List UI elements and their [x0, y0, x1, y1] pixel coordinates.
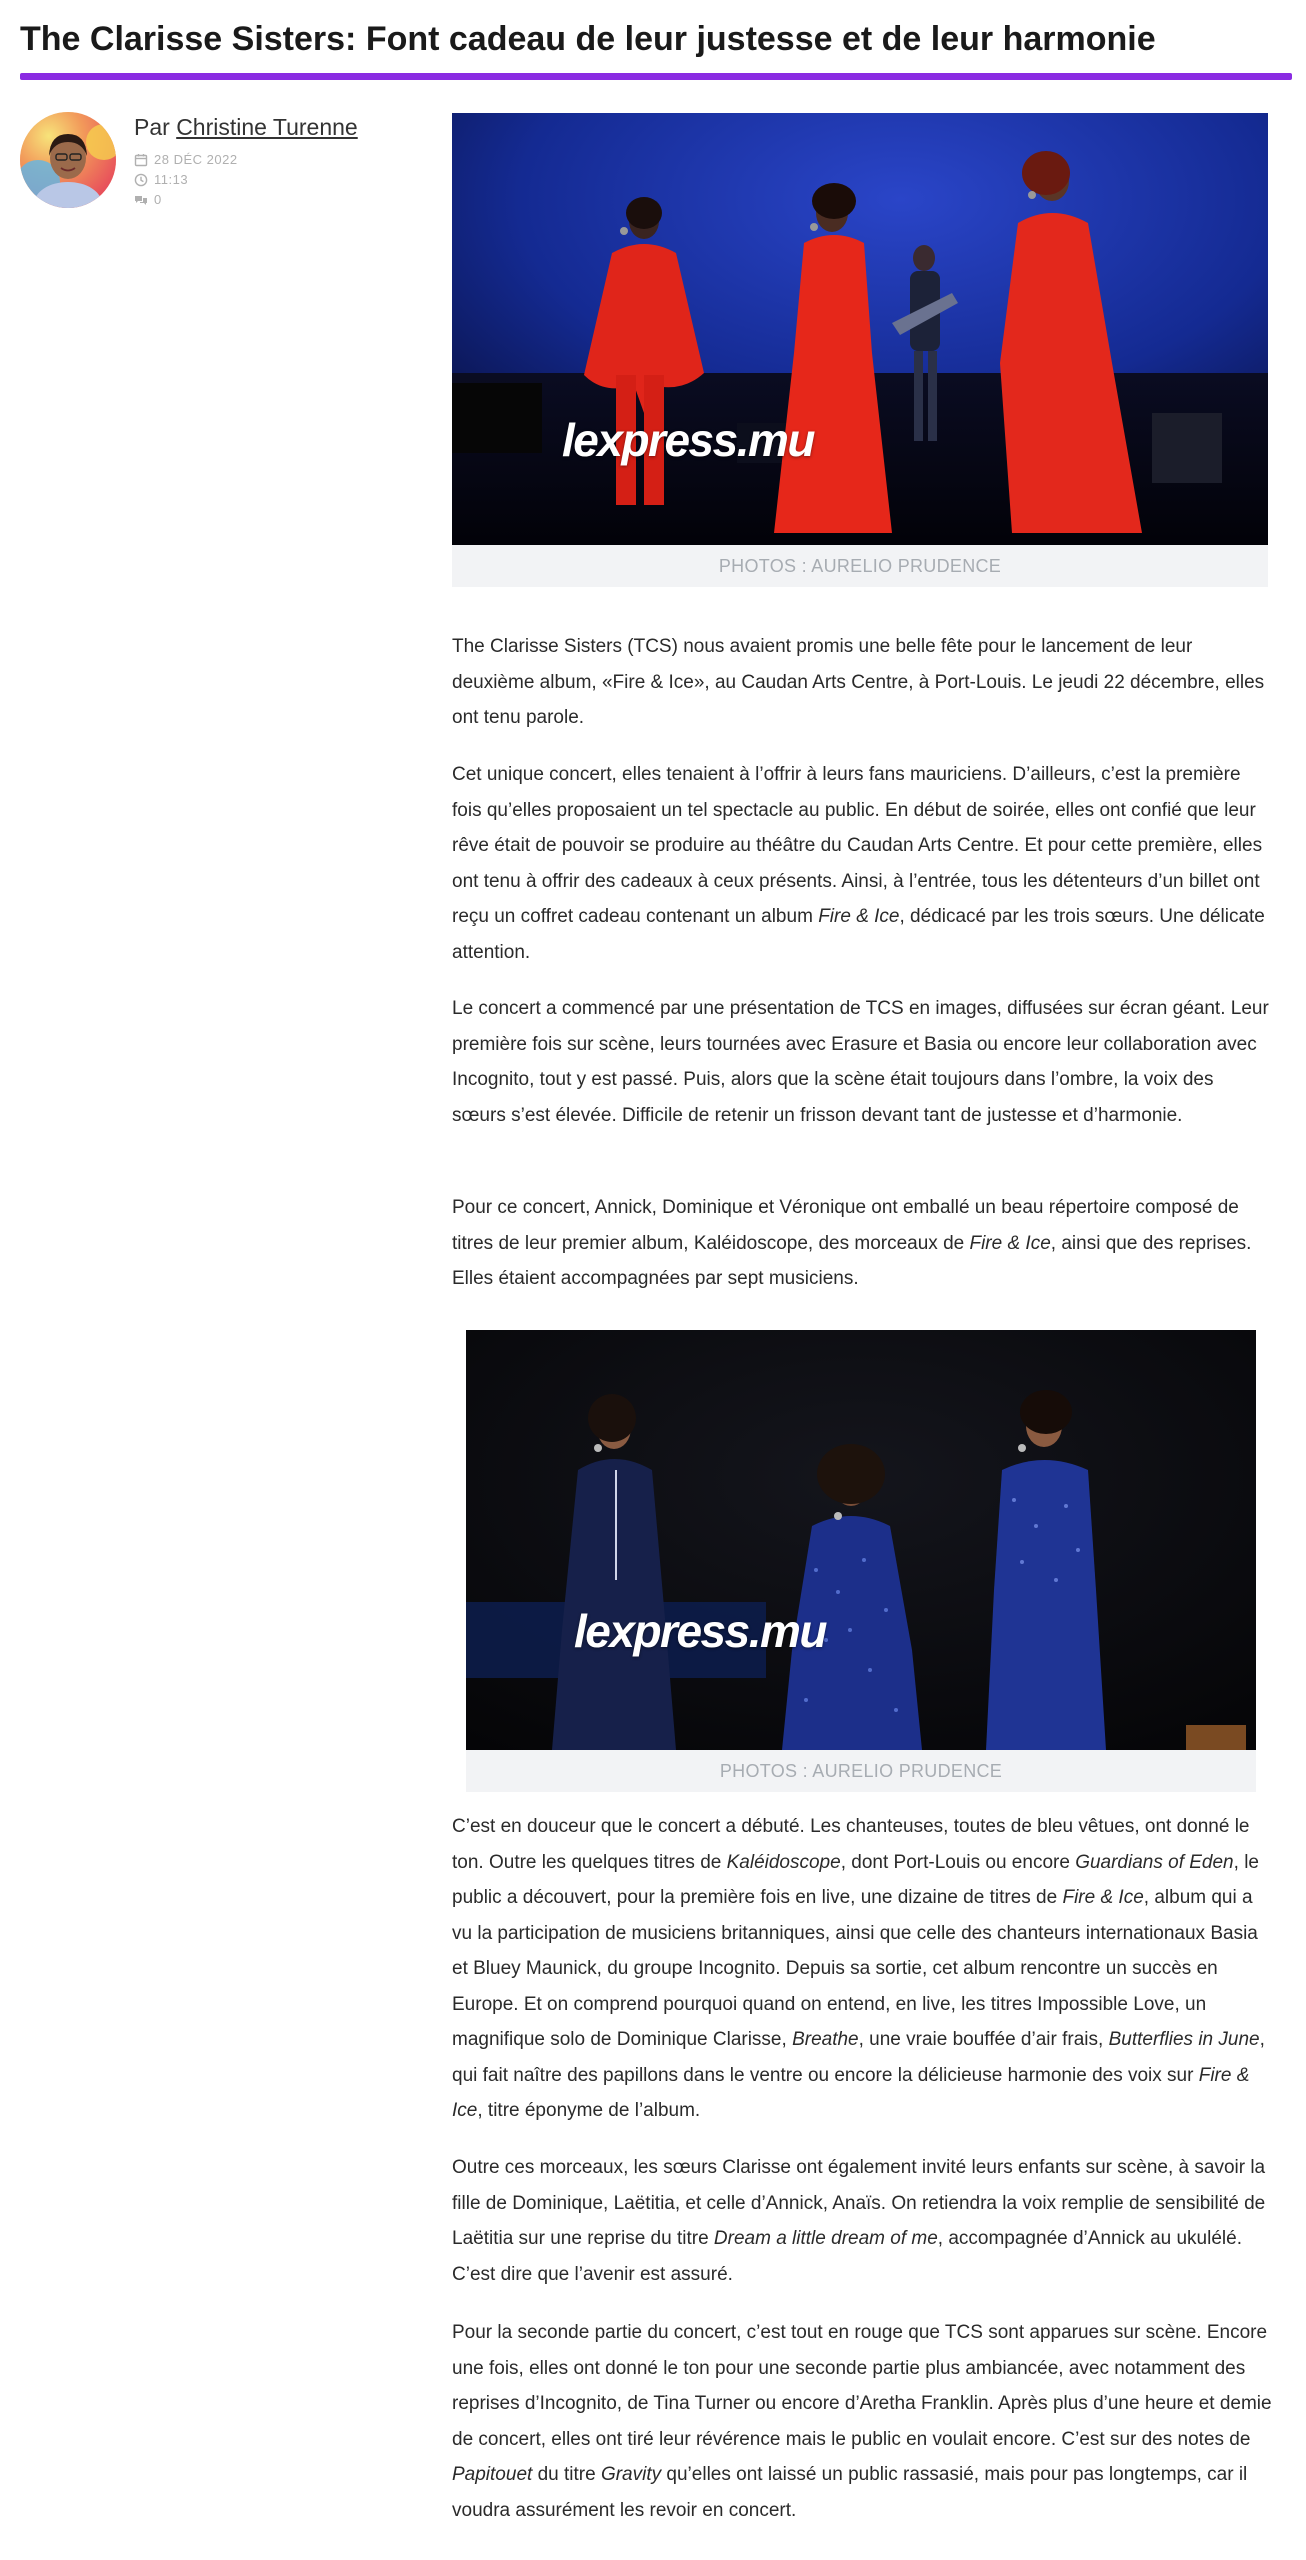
publish-time: 11:13 — [154, 172, 189, 187]
comments-line[interactable] — [134, 192, 162, 207]
article-paragraph — [452, 757, 1272, 970]
paragraph-text: The Clarisse Sisters (TCS) nous avaient promis une belle fête pour le lancement de leur deuxième album, «Fire & Ice», au Caudan Arts Centre, à Port-Louis. Le jeudi 22 décembre, elles ont tenu parole. — [452, 636, 1265, 728]
date-line — [134, 152, 238, 167]
author-avatar[interactable] — [20, 112, 116, 208]
clock-icon — [134, 173, 148, 187]
article-photo-2[interactable] — [466, 1330, 1256, 1750]
paragraph-text: qu’elles ont laissé un public rassasié, mais pour pas longtemps, car il voudra assurément les revoir en concert. — [452, 2464, 1248, 2521]
italic-title-text: Kaléidoscope — [726, 1851, 841, 1873]
article-paragraph — [452, 1190, 1272, 1297]
paragraph-text: du titre — [532, 2464, 601, 2485]
paragraph-text: , une vraie bouffée d’air frais, — [858, 2029, 1109, 2050]
article-paragraph — [452, 991, 1272, 1133]
article-paragraph — [452, 2315, 1272, 2528]
author-name-link[interactable]: Christine Turenne — [176, 114, 358, 140]
paragraph-text: , ainsi que des reprises. Elles étaient accompagnées par sept musiciens. — [452, 1232, 1252, 1289]
italic-title-text: Butterflies in June — [1108, 2029, 1260, 2050]
article-paragraph — [452, 1809, 1272, 2129]
byline-prefix: Par — [134, 114, 170, 140]
italic-title-text: Fire & Ice — [1062, 1887, 1144, 1908]
article-paragraph — [452, 629, 1272, 736]
article-photo-1[interactable] — [452, 113, 1268, 545]
italic-title-text: Fire & Ice — [969, 1232, 1051, 1254]
author-block — [20, 112, 420, 232]
italic-title-text: Guardians of Eden — [1075, 1851, 1234, 1873]
comments-count: 0 — [154, 192, 162, 207]
paragraph-text: Pour la seconde partie du concert, c’est tout en rouge que TCS sont apparues sur scène. Encore une fois, elles ont donné le ton pour une seconde partie plus ambiancée, avec notamment des reprises d’Incognito, de Tina Turner ou encore d’Aretha Franklin. Après plus d’une heure et demie de concert, elles ont tiré leur révérence mais le public en voulait encore. C’est sur des notes de — [452, 2322, 1272, 2450]
article-paragraph — [452, 2150, 1272, 2292]
italic-title-text: Gravity — [600, 2464, 662, 2485]
author-byline — [134, 114, 358, 141]
paragraph-text: Pour ce concert, Annick, Dominique et Véronique ont emballé un beau répertoire composé de titres de leur premier album, Kaléidoscope, des morceaux de — [452, 1197, 1239, 1254]
photo-watermark: lexpress.mu — [562, 414, 814, 466]
italic-title-text: Dream a little dream of me — [713, 2228, 938, 2249]
paragraph-text: , titre éponyme de l’album. — [477, 2100, 701, 2121]
italic-title-text: Fire & Ice — [818, 906, 900, 927]
italic-title-text: Fire & Ice — [452, 2064, 1250, 2121]
paragraph-text: , album qui a vu la participation de musiciens britanniques, ainsi que celle des chanteurs internationaux Basia et Bluey Maunick, du groupe Incognito. Depuis sa sortie, cet album rencontre un succès en Europe. Et on comprend pourquoi quand on entend, en live, les titres Impossible Love, un magnifique solo de Dominique Clarisse, — [452, 1887, 1258, 2050]
title-divider — [20, 73, 1292, 80]
paragraph-text: , qui fait naître des papillons dans le ventre ou encore la délicieuse harmonie des voix sur — [452, 2029, 1265, 2086]
photo-caption-2: PHOTOS : AURELIO PRUDENCE — [466, 1750, 1256, 1792]
article-title: The Clarisse Sisters: Font cadeau de leur justesse et de leur harmonie — [20, 20, 1156, 58]
paragraph-text: , dédicacé par les trois sœurs. Une délicate attention. — [452, 906, 1265, 963]
paragraph-text: Outre ces morceaux, les sœurs Clarisse ont également invité leurs enfants sur scène, à savoir la fille de Dominique, Laëtitia, et celle d’Annick, Anaïs. On retiendra la voix remplie de sensibilité de Laëtitia sur une reprise du titre — [452, 2157, 1266, 2249]
paragraph-text: , le public a découvert, pour la première fois en live, une dizaine de titres de — [452, 1851, 1259, 1908]
italic-title-text: Breathe — [792, 2029, 859, 2050]
paragraph-text: , dont Port-Louis ou encore — [840, 1851, 1076, 1873]
paragraph-text: Cet unique concert, elles tenaient à l’offrir à leurs fans mauriciens. D’ailleurs, c’est la première fois qu’elles proposaient un tel spectacle au public. En début de soirée, elles ont confié que leur rêve était de pouvoir se produire au théâtre du Caudan Arts Centre. Et pour cette première, elles ont tenu à offrir des cadeaux à ceux présents. Ainsi, à l’entrée, tous les détenteurs d’un billet ont reçu un coffret cadeau contenant un album — [452, 764, 1263, 927]
paragraph-text: C’est en douceur que le concert a débuté. Les chanteuses, toutes de bleu vêtues, ont donné le ton. Outre les quelques titres de — [452, 1816, 1250, 1873]
photo-watermark: lexpress.mu — [574, 1605, 826, 1657]
publish-date: 28 DÉC 2022 — [154, 152, 238, 167]
paragraph-text: Le concert a commencé par une présentation de TCS en images, diffusées sur écran géant. Leur première fois sur scène, leurs tournées avec Erasure et Basia ou encore leur collaboration avec Incognito, tout y est passé. Puis, alors que la scène était toujours dans l’ombre, la voix des sœurs s’est élevée. Difficile de retenir un frisson devant tant de justesse et d’harmonie. — [452, 998, 1269, 1126]
paragraph-text: , accompagnée d’Annick au ukulélé. C’est dire que l’avenir est assuré. — [452, 2228, 1242, 2285]
time-line — [134, 172, 188, 187]
comments-icon — [134, 193, 148, 207]
calendar-icon — [134, 153, 148, 167]
italic-title-text: Papitouet — [452, 2464, 533, 2485]
photo-caption-1: PHOTOS : AURELIO PRUDENCE — [452, 545, 1268, 587]
